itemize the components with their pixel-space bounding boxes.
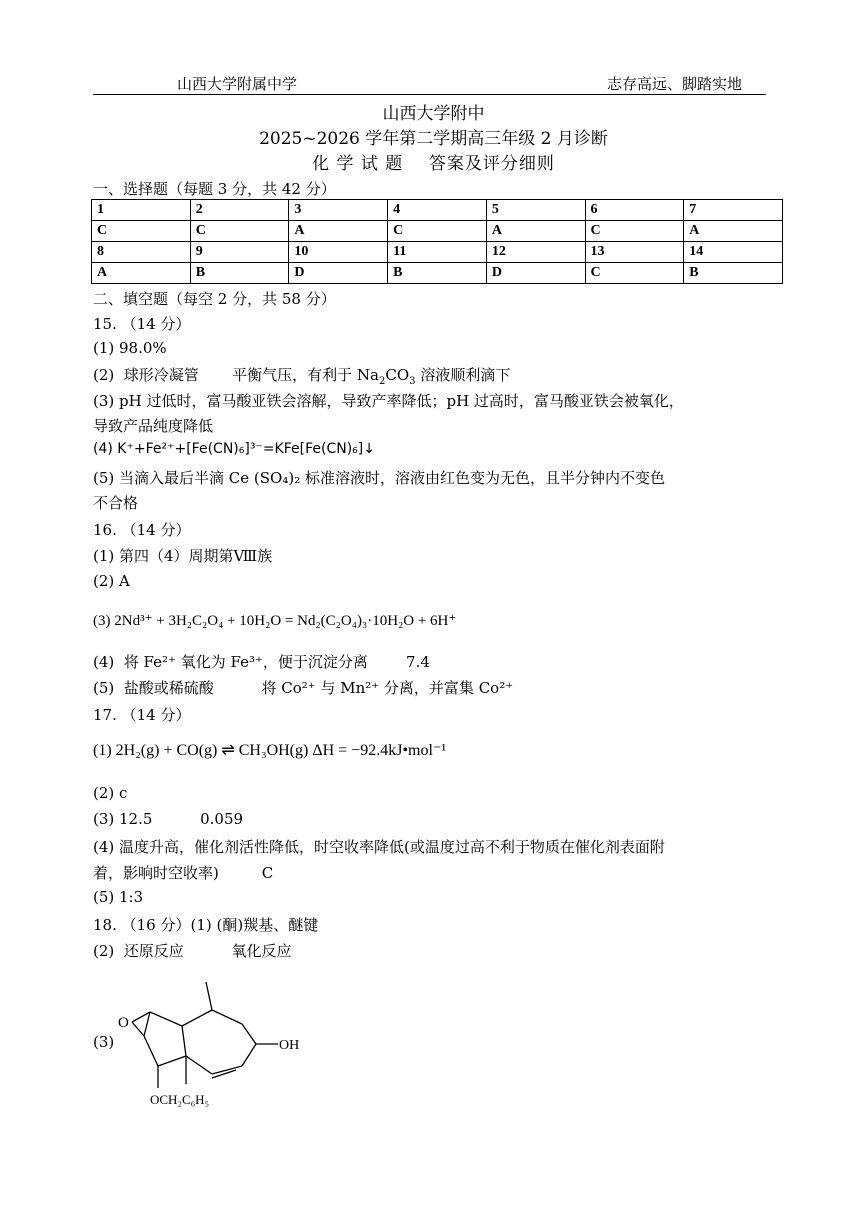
q16-a3: (3) 2Nd³⁺ + 3H₂C₂O₄ + 10H₂O = Nd₂(C₂O₄)₃·10H₂O + 6H⁺ xyxy=(93,613,457,629)
table-cell: B xyxy=(684,263,783,284)
q15-a2: (2) 球形冷凝管 平衡气压，有利于 $Na_2CO_3$ 溶液顺利滴下 xyxy=(93,366,511,387)
table-row xyxy=(92,200,783,221)
table-cell: C xyxy=(585,221,684,242)
q18-head: 18. （16 分）(1) (酮)羰基、醚键 xyxy=(93,916,319,934)
table-cell: A xyxy=(684,221,783,242)
table-cell: C xyxy=(585,263,684,284)
q15-a5-line2: 不合格 xyxy=(93,494,139,512)
molecule-structure xyxy=(110,970,330,1120)
table-cell: 10 xyxy=(289,242,388,263)
section1-title: 一、选择题（每题 3 分，共 42 分） xyxy=(93,180,336,198)
oh-label: OH xyxy=(279,1038,300,1053)
table-cell: C xyxy=(92,221,191,242)
table-cell: 13 xyxy=(585,242,684,263)
exam-title: 2025~2026 学年第二学期高三年级 2 月诊断 xyxy=(259,129,608,149)
subject-title: 化 学 试 题 答案及评分细则 xyxy=(312,154,555,174)
table-cell: 4 xyxy=(388,200,487,221)
table-cell: B xyxy=(190,263,289,284)
q16-a4: (4) 将 Fe²⁺ 氧化为 Fe³⁺，便于沉淀分离 7.4 xyxy=(93,653,430,671)
q18-a3-label: (3) xyxy=(93,1033,115,1051)
table-cell: 2 xyxy=(190,200,289,221)
q17-a5: (5) 1:3 xyxy=(93,888,144,906)
section2-title: 二、填空题（每空 2 分，共 58 分） xyxy=(93,290,336,308)
table-row xyxy=(92,263,783,284)
table-cell: B xyxy=(388,263,487,284)
table-cell: 1 xyxy=(92,200,191,221)
q18-a2: (2) 还原反应 氧化反应 xyxy=(93,942,292,960)
table-row xyxy=(92,221,783,242)
q15-a3-line2: 导致产品纯度降低 xyxy=(93,417,214,435)
q16-a1: (1) 第四（4）周期第Ⅷ族 xyxy=(93,547,273,565)
obn-label: OCH₂C₆H₅ xyxy=(150,1092,210,1107)
school-title: 山西大学附中 xyxy=(382,104,485,124)
table-cell: D xyxy=(289,263,388,284)
q17-a3: (3) 12.5 0.059 xyxy=(93,810,244,828)
q17-a2: (2) c xyxy=(93,784,128,802)
table-cell: 5 xyxy=(486,200,585,221)
table-cell: 11 xyxy=(388,242,487,263)
header-right: 志存高远、脚踏实地 xyxy=(607,75,743,93)
q17-a1: (1) 2H₂(g) + CO(g) ⇌ CH₃OH(g) ΔH = −92.4kJ•mol⁻¹ xyxy=(93,742,447,759)
table-row xyxy=(92,242,783,263)
q16-a2: (2) A xyxy=(93,572,130,590)
table-cell: 9 xyxy=(190,242,289,263)
table-cell: C xyxy=(190,221,289,242)
q15-a3-line1: (3) pH 过低时，富马酸亚铁会溶解，导致产率降低；pH 过高时，富马酸亚铁会被氧化， xyxy=(93,392,684,410)
table-cell: 12 xyxy=(486,242,585,263)
table-cell: C xyxy=(388,221,487,242)
table-cell: A xyxy=(486,221,585,242)
q17-head: 17. （14 分） xyxy=(93,706,191,724)
epoxide-o-label: O xyxy=(118,1015,129,1031)
answer-table xyxy=(91,199,783,284)
q16-a5: (5) 盐酸或稀硫酸 将 Co²⁺ 与 Mn²⁺ 分离，并富集 Co²⁺ xyxy=(93,679,514,697)
q17-a4-line2: 着，影响时空收率) C xyxy=(93,864,274,882)
q15-a5-line1: (5) 当滴入最后半滴 Ce (SO₄)₂ 标准溶液时，溶液由红色变为无色，且半分钟内不变色 xyxy=(93,469,665,487)
q15-a4: (4) K⁺+Fe²⁺+[Fe(CN)₆]³⁻=KFe[Fe(CN)₆]↓ xyxy=(93,441,375,457)
q17-a4-line1: (4) 温度升高，催化剂活性降低，时空收率降低(或温度过高不利于物质在催化剂表面附 xyxy=(93,838,665,856)
table-cell: 8 xyxy=(92,242,191,263)
q15-a1: (1) 98.0% xyxy=(93,339,167,357)
table-cell: A xyxy=(289,221,388,242)
q15-head: 15. （14 分） xyxy=(93,315,191,333)
table-cell: 6 xyxy=(585,200,684,221)
table-cell: 14 xyxy=(684,242,783,263)
table-cell: 7 xyxy=(684,200,783,221)
table-cell: A xyxy=(92,263,191,284)
header-rule xyxy=(93,94,766,95)
q15-a2-suffix: 溶液顺利滴下 xyxy=(420,366,511,384)
q15-a2-prefix: (2) 球形冷凝管 平衡气压，有利于 Na xyxy=(93,366,379,384)
table-cell: 3 xyxy=(289,200,388,221)
table-cell: D xyxy=(486,263,585,284)
q16-head: 16. （14 分） xyxy=(93,521,191,539)
header-left: 山西大学附属中学 xyxy=(177,75,298,93)
